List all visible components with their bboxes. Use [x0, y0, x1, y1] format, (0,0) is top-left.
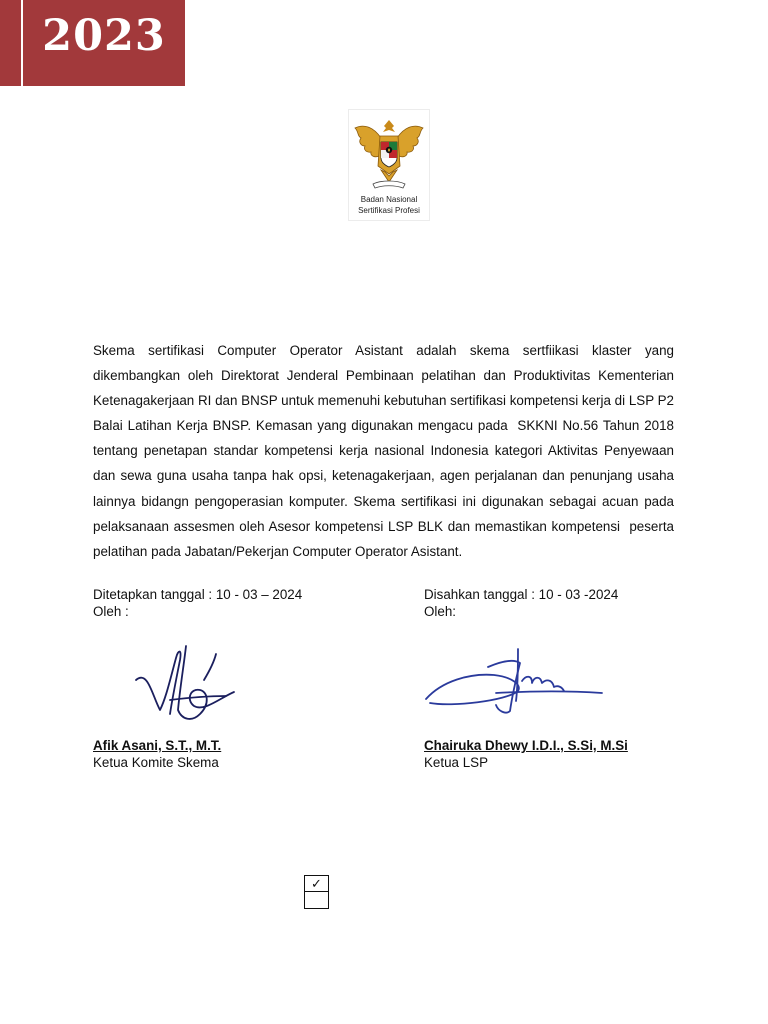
signature-afik-asani [130, 640, 240, 730]
header-accent-strip [0, 0, 21, 86]
scheme-description: Skema sertifikasi Computer Operator Asistant adalah skema sertfiikasi klaster yang dikembangkan oleh Direktorat Jenderal Pembinaan pelatihan dan Produktivitas Kementerian Ketenagakerjaan RI dan BNSP untuk memenuhi kebutuhan sertifikasi kompetensi kerja di LSP P2 Balai Latihan Kerja BNSP. Kemasan yang digunakan mengacu pada SKKNI No.56 Tahun 2018 tentang penetapan standar kompetensi kerja nasional Indonesia kategori Aktivitas Penyewaan dan sewa guna usaha tanpa hak opsi, ketenagakerjaan, agen perjalanan dan penunjang usaha lainnya bidangn pengoperasian komputer. Skema sertifikasi ini digunakan sebagai acuan pada pelaksanaan assesmen oleh Asesor kompetensi LSP BLK dan memastikan kompetensi peserta pelatihan pada Jabatan/Pekerjan Computer Operator Asistant. [93, 343, 682, 559]
year-banner [23, 0, 185, 86]
right-signatory-role: Ketua LSP [424, 755, 489, 770]
left-signatory-role: Ketua Komite Skema [93, 755, 219, 770]
right-by-label: Oleh: [424, 604, 457, 619]
bnsp-logo [348, 109, 430, 221]
left-signatory-name: Afik Asani, S.T., M.T. [93, 738, 222, 753]
checkbox-unchecked[interactable] [304, 892, 329, 909]
checkbox-checked[interactable]: ✓ [304, 875, 329, 892]
right-signatory-name: Chairuka Dhewy I.D.I., S.Si, M.Si [424, 738, 628, 753]
checkbox-group [304, 875, 330, 909]
left-by-label: Oleh : [93, 604, 129, 619]
logo-text-line1: Badan Nasional [360, 195, 418, 204]
garuda-emblem-icon [353, 116, 425, 192]
right-date-label: Disahkan tanggal : 10 - 03 -2024 [424, 587, 619, 602]
left-date-label: Ditetapkan tanggal : 10 - 03 – 2024 [93, 587, 303, 602]
year-label: 2023 [42, 11, 166, 61]
signature-chairuka-dhewy [422, 645, 608, 722]
logo-text-line2: Sertifikasi Profesi [358, 206, 420, 215]
